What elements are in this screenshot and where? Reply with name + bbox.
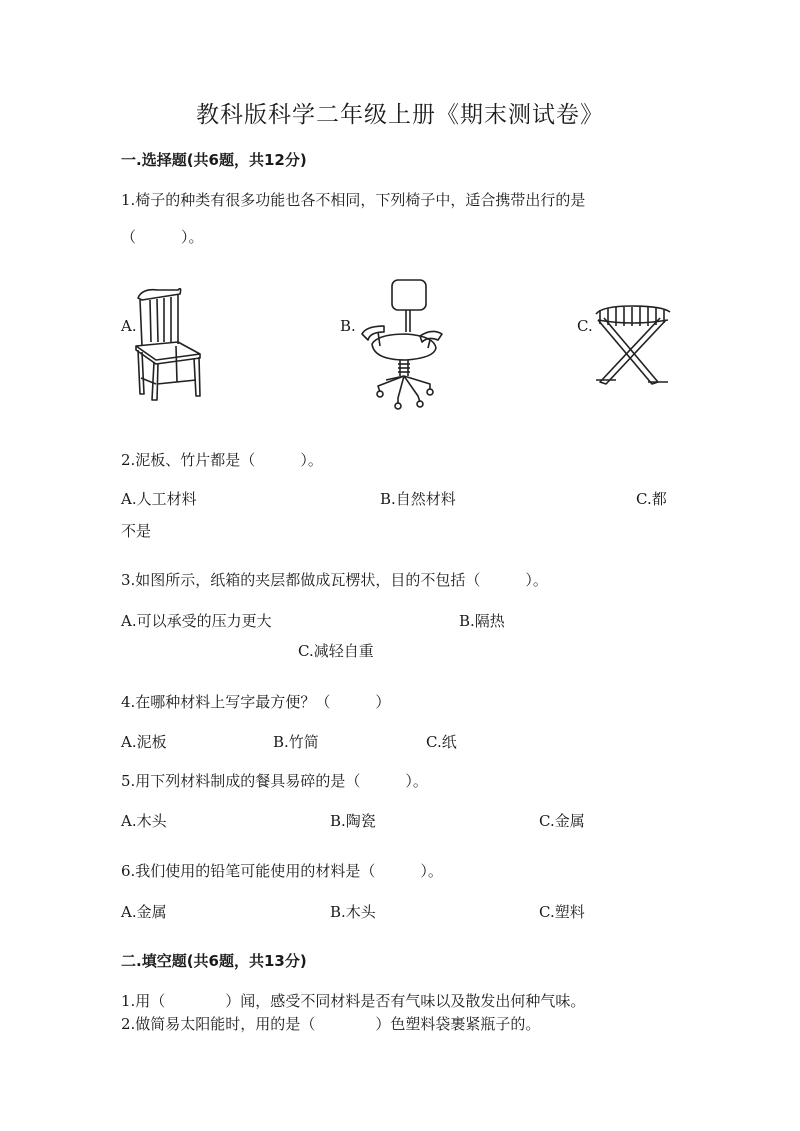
question-3-option-a: A.可以承受的压力更大 (121, 612, 272, 630)
question-1-option-c: C. (577, 317, 593, 335)
question-2-option-c: C.都 (636, 490, 667, 508)
question-6-option-a: A.金属 (121, 903, 167, 921)
fill-question-1: 1.用（ ）闻，感受不同材料是否有气味以及散发出何种气味。 (121, 992, 586, 1010)
page-title: 教科版科学二年级上册《期末测试卷》 (196, 102, 604, 128)
fill-question-2: 2.做简易太阳能时，用的是（ ）色塑料袋裹紧瓶子的。 (121, 1015, 541, 1033)
question-6-option-b: B.木头 (330, 903, 376, 921)
question-3-option-c: C.减轻自重 (298, 642, 374, 660)
question-4-option-a: A.泥板 (121, 733, 167, 751)
question-3-stem: 3.如图所示，纸箱的夹层都做成瓦楞状，目的不包括（ ）。 (121, 571, 548, 589)
question-1-option-a: A. (121, 317, 137, 335)
section-1-heading: 一.选择题(共6题，共12分) (121, 151, 307, 169)
office-chair-image (358, 276, 448, 416)
folding-stool-image (592, 298, 674, 390)
question-2-stem: 2.泥板、竹片都是（ ）。 (121, 451, 323, 469)
question-4-option-b: B.竹简 (273, 733, 319, 751)
question-6-stem: 6.我们使用的铅笔可能使用的材料是（ ）。 (121, 862, 443, 880)
question-1-option-b: B. (340, 317, 356, 335)
question-4-option-c: C.纸 (426, 733, 457, 751)
wooden-chair-image (130, 284, 210, 402)
question-5-option-c: C.金属 (539, 812, 585, 830)
question-2-option-a: A.人工材料 (121, 490, 197, 508)
question-6-option-c: C.塑料 (539, 903, 585, 921)
question-5-stem: 5.用下列材料制成的餐具易碎的是（ ）。 (121, 772, 428, 790)
question-1-stem: 1.椅子的种类有很多功能也各不相同，下列椅子中，适合携带出行的是 (121, 191, 586, 209)
section-2-heading: 二.填空题(共6题，共13分) (121, 952, 307, 970)
question-5-option-b: B.陶瓷 (330, 812, 376, 830)
question-1-stem-continued: （ ）。 (121, 228, 204, 246)
question-3-option-b: B.隔热 (459, 612, 505, 630)
question-5-option-a: A.木头 (121, 812, 167, 830)
question-2-option-c-continued: 不是 (121, 522, 152, 540)
question-4-stem: 4.在哪种材料上写字最方便？（ ） (121, 693, 391, 711)
question-2-option-b: B.自然材料 (380, 490, 456, 508)
